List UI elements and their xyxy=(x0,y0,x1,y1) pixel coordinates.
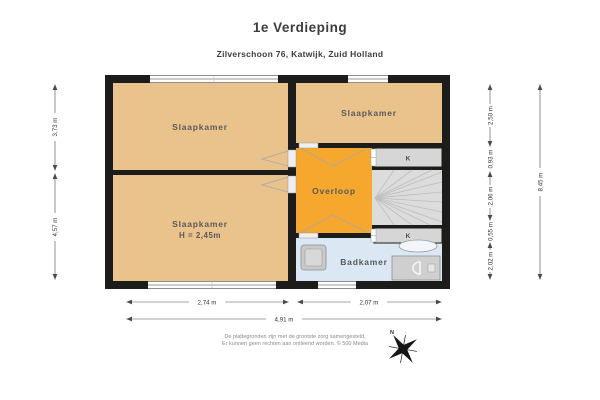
dim-right-seg2-label: 0,93 m xyxy=(487,149,495,169)
dim-right-seg5-label: 2,02 m xyxy=(487,251,495,271)
dim-right-seg1-label: 2,50 m xyxy=(487,106,495,125)
dim-bottom xyxy=(127,298,442,324)
washer-drum-icon xyxy=(305,249,322,266)
window-bathroom xyxy=(318,282,356,289)
dim-right-seg3-label: 2,06 m xyxy=(487,186,495,206)
bedroom-top-left-label: Slaapkamer xyxy=(172,122,228,132)
compass-icon xyxy=(379,325,426,372)
door-closet-top xyxy=(371,149,376,166)
dim-right-total xyxy=(536,85,545,280)
compass-north-label: N xyxy=(390,330,394,336)
bedroom-bottom-left-height: H = 2,45m xyxy=(178,231,222,240)
landing-label: Overloop xyxy=(312,186,356,196)
page-title: 1e Verdieping xyxy=(252,20,348,35)
window-bottom-left xyxy=(148,282,276,289)
disclaimer-line2: Er kunnen geen rechten aan ontleend worden. © 500 Media xyxy=(222,341,368,347)
disclaimer-line1: De plattegronden zijn met de grootste zorg samengesteld, xyxy=(224,334,366,340)
bathroom-label: Badkamer xyxy=(340,257,388,267)
dim-right-segments xyxy=(486,85,495,280)
dim-left xyxy=(51,85,60,280)
closet-bottom-label: K xyxy=(405,233,411,240)
toilet-icon xyxy=(392,256,440,280)
window-top-right xyxy=(348,76,388,83)
dim-right-seg4-label: 0,55 m xyxy=(487,222,495,241)
dim-bottom-total-label: 4,91 m xyxy=(274,316,294,324)
washbasin-icon xyxy=(399,240,437,252)
bedroom-bottom-left-label: Slaapkamer xyxy=(172,219,228,229)
closet-top-label: K xyxy=(405,155,411,163)
page-subtitle: Zilverschoon 76, Katwijk, Zuid Holland xyxy=(216,49,384,59)
dim-right-total-label: 8,45 m xyxy=(537,172,545,192)
door-closet-bottom xyxy=(371,229,376,242)
window-top-left xyxy=(150,76,278,83)
dim-bottom-right-label: 2,07 m xyxy=(359,299,379,307)
bedroom-top-right-label: Slaapkamer xyxy=(341,108,397,118)
dim-bottom-left-label: 2,74 m xyxy=(197,299,217,307)
dim-left-top-label: 3,73 m xyxy=(52,117,59,137)
dim-left-bottom-label: 4,57 m xyxy=(52,217,59,237)
disclaimer xyxy=(0,334,590,348)
